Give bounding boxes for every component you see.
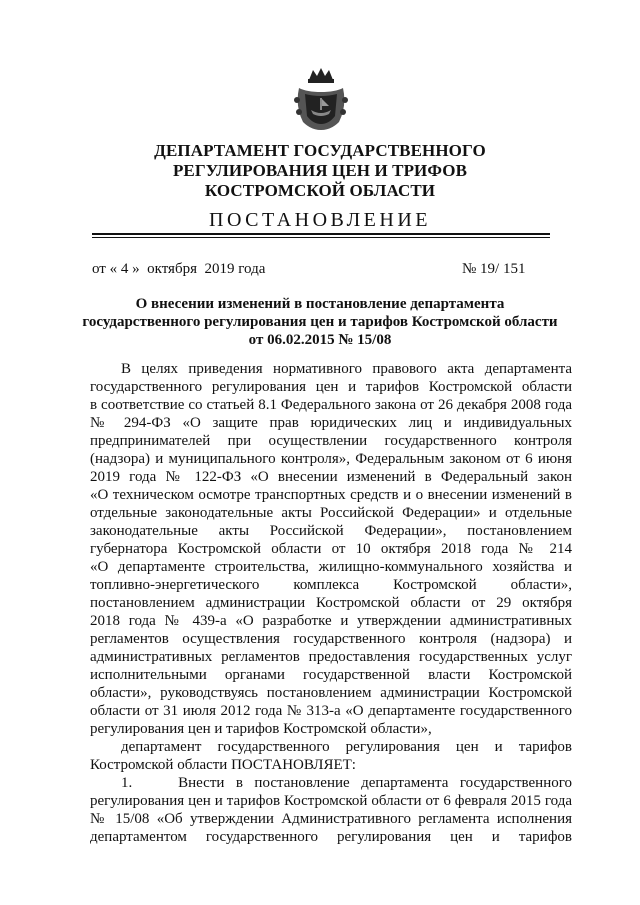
body-line: 2018 года № 439-а «О разработке и утверждении административных [90,613,572,629]
body-line: регулирования цен и тарифов Костромской области от 6 февраля 2015 года [90,793,572,809]
body-line: губернатора Костромской области от 10 октября 2018 года № 214 [90,541,572,557]
body-line: топливно-энергетического комплекса Костромской области», [90,577,572,593]
body-line: В целях приведения нормативного правового акта департамента [121,361,572,377]
body-line: в соответствие со статьей 8.1 Федерального закона от 26 декабря 2008 года [90,397,572,413]
body-line: области», руководствуясь постановлением администрации Костромской [90,685,572,701]
body-line: постановлением администрации Костромской области от 29 октября [90,595,572,611]
header-divider-thick [92,233,550,235]
body-line: департаментом государственного регулирования цен и тарифов [90,829,572,845]
body-line: исполнительными органами государственной власти Костромской [90,667,572,683]
document-date: от « 4 » октября 2019 года [92,261,266,277]
header-divider-thin [92,237,550,238]
subject-line-1: О внесении изменений в постановление департамента [135,296,505,312]
body-line: области от 31 июля 2012 года № 313-а «О департаменте государственного [90,703,572,719]
body-line: 2019 года № 122-ФЗ «О внесении изменений в Федеральный закон [90,469,572,485]
subject-line-3: от 06.02.2015 № 15/08 [248,332,392,348]
subject-line-2: государственного регулирования цен и тарифов Костромской области [82,314,558,330]
body-line: № 294-ФЗ «О защите прав юридических лиц и индивидуальных [90,415,572,431]
body-line: отдельные законодательные акты Российской Федерации» и отдельные [90,505,572,521]
body-line: 1. Внести в постановление департамента государственного [121,775,572,791]
body-line: регламентов осуществления государственного контроля (надзора) и [90,631,572,647]
document-type-title: ПОСТАНОВЛЕНИЕ [209,209,431,231]
body-line: «О техническом осмотре транспортных средств и о внесении изменений в [90,487,572,503]
coat-of-arms-emblem [291,66,351,132]
department-name-line-3: КОСТРОМСКОЙ ОБЛАСТИ [204,181,436,200]
body-line: департамент государственного регулирования цен и тарифов [121,739,572,755]
body-line: регулирования цен и тарифов Костромской области», [90,721,432,737]
body-line: «О департаменте строительства, жилищно-коммунального хозяйства и [90,559,572,575]
body-line: № 15/08 «Об утверждении Административного регламента исполнения [90,811,572,827]
body-line: предпринимателей при осуществлении государственного контроля [90,433,572,449]
document-number: № 19/ 151 [462,261,526,277]
department-name-line-1: ДЕПАРТАМЕНТ ГОСУДАРСТВЕННОГО [154,141,486,160]
body-line: законодательные акты Российской Федерации», постановлением [90,523,572,539]
department-name-line-2: РЕГУЛИРОВАНИЯ ЦЕН И ТРИФОВ [172,161,468,180]
body-line: государственного регулирования цен и тарифов Костромской области [90,379,572,395]
body-line: (надзора) и муниципального контроля», Федеральным законом от 6 июня [90,451,572,467]
body-line: Костромской области ПОСТАНОВЛЯЕТ: [90,757,356,773]
body-line: административных регламентов предоставления государственных услуг [90,649,572,665]
